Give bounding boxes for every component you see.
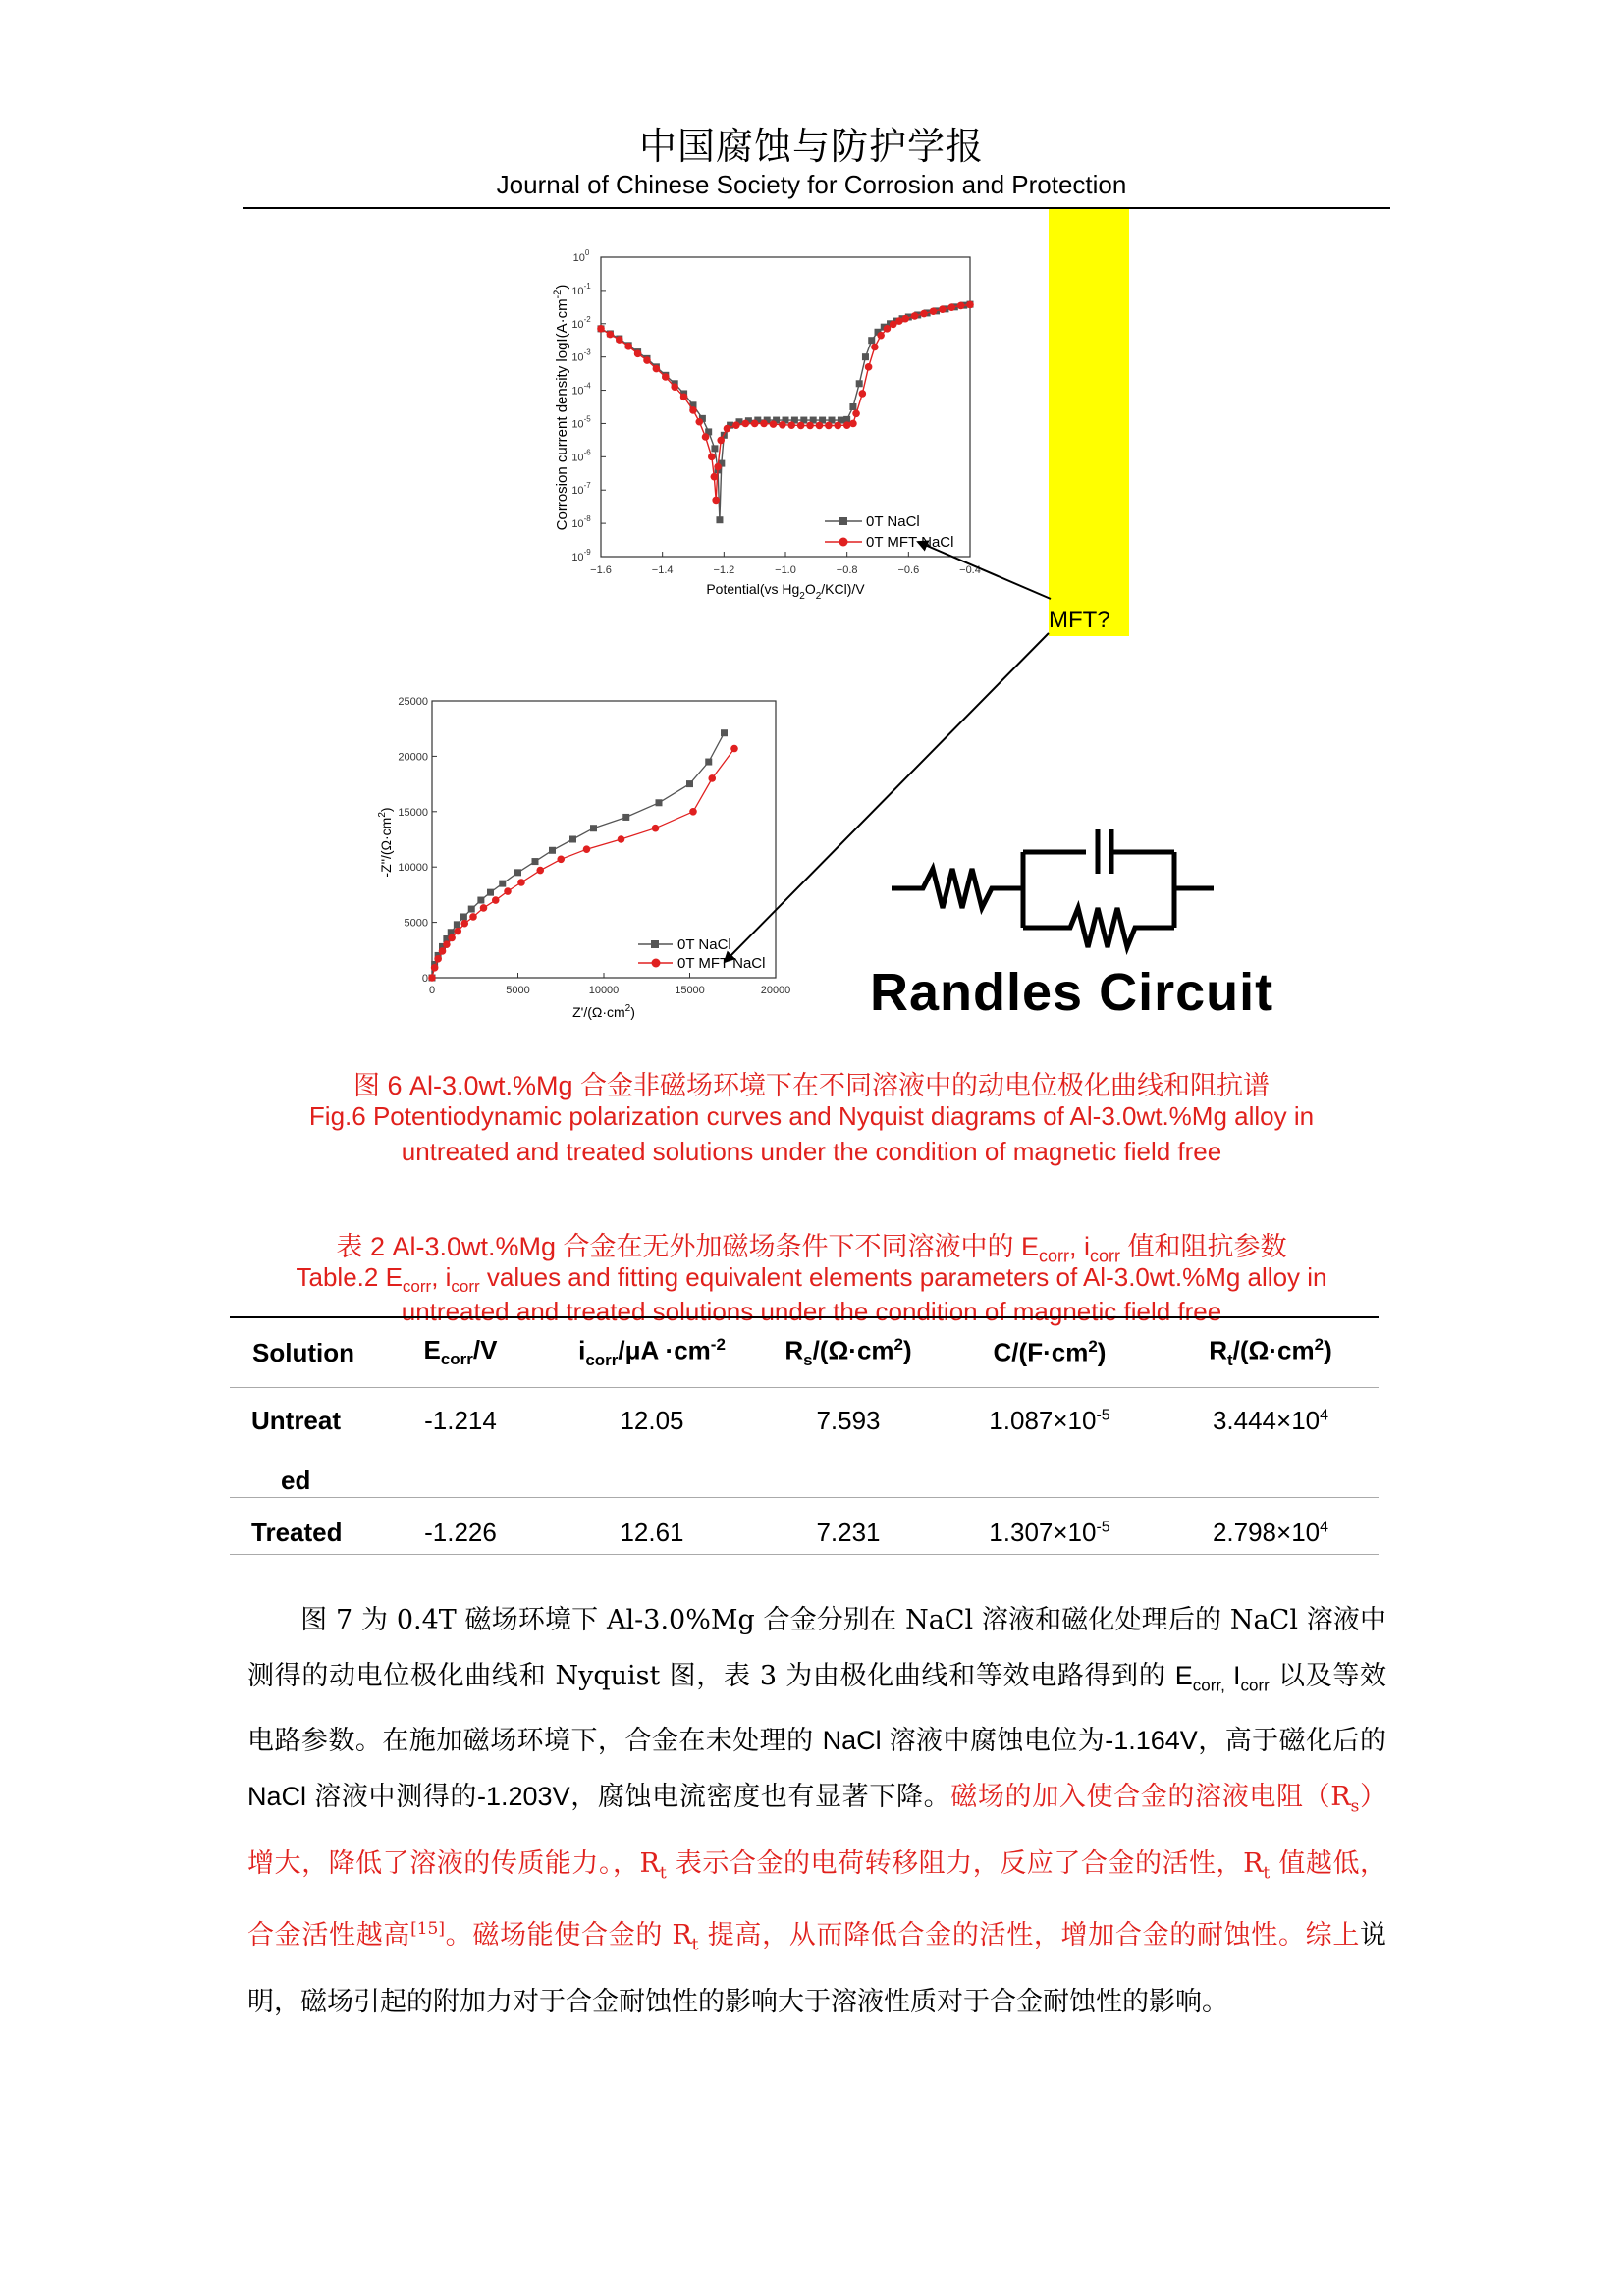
data-point	[499, 881, 506, 887]
data-point	[966, 301, 974, 309]
x-tick-label: −1.4	[651, 564, 674, 576]
data-point	[431, 964, 439, 972]
cell-rt: $2.798\times 10^4$	[1163, 1498, 1379, 1555]
x-tick-label: 15000	[675, 985, 705, 996]
data-point	[947, 303, 955, 311]
x-tick-label: 10000	[588, 985, 620, 996]
journal-title-cn: 中国腐蚀与防护学报	[638, 125, 984, 168]
nyquist-chart	[377, 696, 790, 1020]
y-tick-label: $10^0$	[572, 248, 590, 264]
data-point	[711, 473, 719, 481]
solution-resistor	[892, 869, 1023, 908]
data-point	[751, 420, 759, 428]
polarization-y-axis-label: Corrosion current density $\log I(A\cdot cm^{-2})$	[552, 284, 570, 531]
data-point	[569, 836, 576, 843]
data-point	[834, 422, 841, 430]
y-tick-label: $10^{-4}$	[571, 381, 591, 398]
y-tick-label: 20000	[398, 751, 428, 764]
data-point	[448, 934, 456, 942]
data-point	[760, 420, 768, 428]
data-point	[865, 363, 873, 371]
data-point	[779, 421, 786, 429]
data-point	[797, 422, 805, 430]
data-point	[487, 889, 494, 896]
x-tick-label: −1.2	[713, 564, 735, 576]
data-point	[597, 325, 605, 333]
data-point	[643, 356, 651, 364]
legend-label: 0T MFT NaCl	[866, 534, 954, 551]
data-point	[806, 422, 814, 430]
legend-marker-circle	[839, 538, 848, 547]
data-point	[859, 390, 867, 398]
data-point	[671, 383, 678, 391]
data-point	[930, 307, 938, 315]
data-point	[717, 437, 725, 445]
data-point	[708, 454, 716, 461]
cell-icorr: 12.05	[620, 1406, 684, 1435]
y-tick-label: $10^{-7}$	[571, 481, 591, 498]
data-point	[868, 337, 875, 344]
data-point	[849, 403, 856, 410]
data-point	[590, 825, 597, 831]
data-point	[583, 845, 591, 853]
data-point	[741, 420, 749, 428]
figure6-caption-en-line2: untreated and treated solutions under the condition of magnetic field free	[401, 1137, 1222, 1166]
data-point	[652, 825, 660, 832]
journal-title-en: Journal of Chinese Society for Corrosion and Protection	[496, 170, 1127, 199]
col-header-rs: $R_s/(\Omega\cdot cm^2)$	[760, 1317, 937, 1388]
randles-circuit-diagram	[892, 829, 1214, 947]
data-point	[920, 310, 928, 318]
data-point	[721, 729, 728, 736]
data-point	[871, 344, 879, 351]
x-tick-label: −1.0	[775, 564, 796, 576]
x-tick-label: 0	[428, 985, 436, 996]
data-point	[689, 406, 697, 414]
y-tick-label: $10^{-5}$	[571, 414, 591, 431]
data-point	[460, 920, 468, 928]
legend-marker-square	[839, 517, 847, 525]
data-point	[705, 759, 712, 766]
data-point	[454, 928, 461, 935]
data-point	[536, 867, 544, 875]
nyquist-x-axis-label: $Z'/(\Omega\cdot cm^2)$	[572, 1003, 635, 1020]
x-tick-label: 5000	[506, 985, 530, 996]
mft-annotation-label: MFT?	[1049, 607, 1110, 633]
series-line	[601, 304, 970, 520]
cell-icorr: 12.61	[544, 1498, 760, 1555]
data-point	[653, 365, 661, 373]
data-point	[460, 913, 467, 920]
y-tick-label: $10^{-6}$	[571, 448, 591, 464]
y-tick-label: $10^{-1}$	[571, 281, 591, 297]
data-point	[856, 380, 863, 387]
data-point	[957, 302, 965, 310]
figure6-caption-en-line1: Fig.6 Potentiodynamic polarization curves and Nyquist diagrams of Al-3.0wt.%Mg alloy in	[308, 1101, 1315, 1131]
data-point	[514, 869, 521, 876]
data-point	[469, 913, 477, 921]
data-point	[477, 897, 484, 904]
data-point	[454, 921, 460, 928]
data-point	[877, 332, 885, 340]
legend-label: 0T NaCl	[677, 936, 731, 953]
x-tick-label: −0.8	[836, 564, 858, 576]
table2	[230, 1316, 1379, 1555]
data-point	[884, 325, 892, 333]
y-tick-label: 25000	[398, 696, 428, 708]
data-point	[439, 947, 447, 955]
cell-solution: Treated	[230, 1498, 377, 1555]
data-point	[557, 856, 565, 864]
y-tick-label: $10^{-2}$	[571, 314, 591, 331]
y-tick-label: 15000	[398, 806, 428, 819]
figure6-caption-cn: 图 6 Al-3.0wt.%Mg 合金非磁场环境下在不同溶液中的动电位极化曲线和阻抗谱	[352, 1071, 1271, 1100]
y-tick-label: 0	[421, 973, 428, 985]
cell-ecorr: -1.214	[424, 1406, 497, 1435]
data-point	[480, 904, 488, 912]
series-line	[601, 305, 970, 501]
col-header-rt: $R_t/(\Omega\cdot cm^2)$	[1163, 1317, 1379, 1388]
cell-rt: $3.444\times 10^4$	[1212, 1406, 1329, 1435]
y-tick-label: $10^{-3}$	[571, 347, 591, 364]
annotation-arrow-polarization	[918, 542, 1051, 599]
data-point	[686, 780, 693, 787]
data-point	[434, 955, 442, 963]
data-point	[911, 312, 919, 320]
data-point	[770, 420, 778, 428]
y-tick-label: $10^{-9}$	[571, 548, 591, 563]
table2-caption-cn: 表 2 Al-3.0wt.%Mg 合金在无外加磁场条件下不同溶液中的 $E_{corr}$, $i_{corr}$ 值和阻抗参数	[336, 1232, 1287, 1266]
data-point	[492, 896, 500, 904]
data-point	[618, 835, 625, 843]
data-point	[849, 420, 857, 428]
data-point	[443, 940, 451, 948]
legend-marker-square	[651, 940, 659, 948]
x-tick-label: −0.6	[897, 564, 920, 576]
legend-marker-circle	[652, 959, 661, 968]
x-tick-label: 20000	[760, 985, 791, 996]
col-header-solution: Solution	[230, 1317, 377, 1388]
data-point	[816, 422, 824, 430]
data-point	[825, 422, 833, 430]
data-point	[714, 463, 722, 471]
y-tick-label: $10^{-8}$	[571, 514, 591, 531]
data-point	[730, 745, 738, 753]
table-row	[230, 1498, 1379, 1555]
data-point	[711, 445, 718, 452]
data-point	[689, 808, 697, 816]
cell-ecorr: -1.226	[377, 1498, 544, 1555]
data-point	[624, 343, 632, 350]
table2-caption-en-line2: untreated and treated solutions under the condition of magnetic field free	[401, 1297, 1222, 1326]
highlighted-text: 磁场的加入使合金的溶液电阻$(R_s)$增大，降低了溶液的传质能力。，$R_t$ 表示合金的电荷转移阻力，反应了合金的活性，$R_t$ 值越低，合金活性越高[15]。磁场能使合金的 $R_t$ 提高，从而降低合金的活性，增加合金的耐蚀性。综上	[247, 1782, 1387, 1955]
data-point	[695, 418, 703, 426]
polarization-plot-frame	[601, 257, 970, 557]
randles-circuit-label: Randles Circuit	[870, 963, 1274, 1022]
data-point	[708, 774, 716, 782]
data-point	[712, 497, 720, 505]
polarization-chart	[552, 248, 981, 602]
y-tick-label: 10000	[398, 862, 428, 875]
nyquist-legend	[638, 936, 765, 972]
col-header-icorr: $i_{corr}/\mu A \cdot cm^{-2}$	[544, 1317, 760, 1388]
cell-c: $1.087\times 10^{-5}$	[989, 1406, 1110, 1435]
polarization-x-axis-label: Potential(vs $Hg_2O_2/KCl)/V$	[706, 581, 865, 602]
cell-rs: 7.593	[816, 1406, 881, 1435]
data-point	[939, 305, 947, 313]
body-paragraph: 图 7 为 0.4T 磁场环境下 Al-3.0%Mg 合金分别在 NaCl 溶液和磁化处理后的 NaCl 溶液中测得的动电位极化曲线和 Nyquist 图，表 3 为由极化曲线和等效电路得到的 $E_{corr,}$ $I_{corr}$ 以及等效电路参数。在施加磁场环境下，合金在未处理的 NaCl 溶液中腐蚀电位为-1.164V，高于磁化后的 NaCl 溶液中测得的-1.203V，腐蚀电流密度也有显著下降。磁场的加入使合金的溶液电阻$(R_s)$增大，降低了溶液的传质能力。，$R_t$ 表示合金的电荷转移阻力，反应了合金的活性，$R_t$ 值越低，合金活性越高[15]。磁场能使合金的 $R_t$ 提高，从而降低合金的活性，增加合金的耐蚀性。综上说明，磁场引起的附加力对于合金耐蚀性的影响大于溶液性质对于合金耐蚀性的影响。	[247, 1605, 1387, 2017]
data-point	[549, 847, 556, 854]
legend-label: 0T MFT NaCl	[677, 955, 766, 972]
data-point	[862, 353, 869, 360]
data-point	[702, 433, 710, 441]
annotation-arrow-nyquist	[725, 633, 1049, 962]
data-point	[662, 373, 670, 381]
circuit-junction-right	[1174, 852, 1214, 928]
data-point	[724, 425, 731, 433]
data-point	[517, 879, 525, 886]
data-point	[634, 349, 642, 357]
table2-caption-en-line1: Table.2 $E_{corr}$, $i_{corr}$ values and fitting equivalent elements parameters of Al-3.0wt.%Mg alloy in	[296, 1262, 1327, 1297]
data-point	[732, 421, 740, 429]
data-point	[680, 394, 688, 401]
data-point	[852, 409, 860, 417]
data-point	[504, 887, 512, 895]
data-point	[656, 799, 663, 806]
data-point	[468, 906, 475, 913]
capacitor	[1023, 829, 1174, 874]
data-point	[607, 331, 615, 339]
legend-label: 0T NaCl	[866, 513, 920, 530]
data-point	[428, 974, 436, 982]
data-point	[532, 858, 539, 865]
polarization-legend	[825, 513, 953, 551]
cell-c: $1.307\times 10^{-5}$	[937, 1498, 1163, 1555]
table-header-row	[230, 1317, 1379, 1388]
cell-rs: 7.231	[760, 1498, 937, 1555]
col-header-ecorr: $E_{corr}/V$	[377, 1317, 544, 1388]
nyquist-y-axis-label: $-Z''/(\Omega\cdot cm^2)$	[377, 807, 394, 878]
data-point	[787, 421, 795, 429]
col-header-c: $C/(F\cdot cm^2)$	[937, 1317, 1163, 1388]
figure6-graphics	[0, 0, 1623, 1041]
data-point	[622, 814, 629, 821]
data-point	[616, 336, 623, 344]
cell-solution: Untreat ed	[251, 1406, 342, 1495]
x-tick-label: −1.6	[590, 564, 612, 576]
charge-transfer-resistor	[1023, 908, 1174, 947]
y-tick-label: 5000	[404, 917, 428, 930]
data-point	[716, 516, 723, 523]
data-point	[901, 315, 909, 323]
table-row	[230, 1388, 1379, 1498]
x-tick-label: −0.4	[959, 564, 981, 576]
